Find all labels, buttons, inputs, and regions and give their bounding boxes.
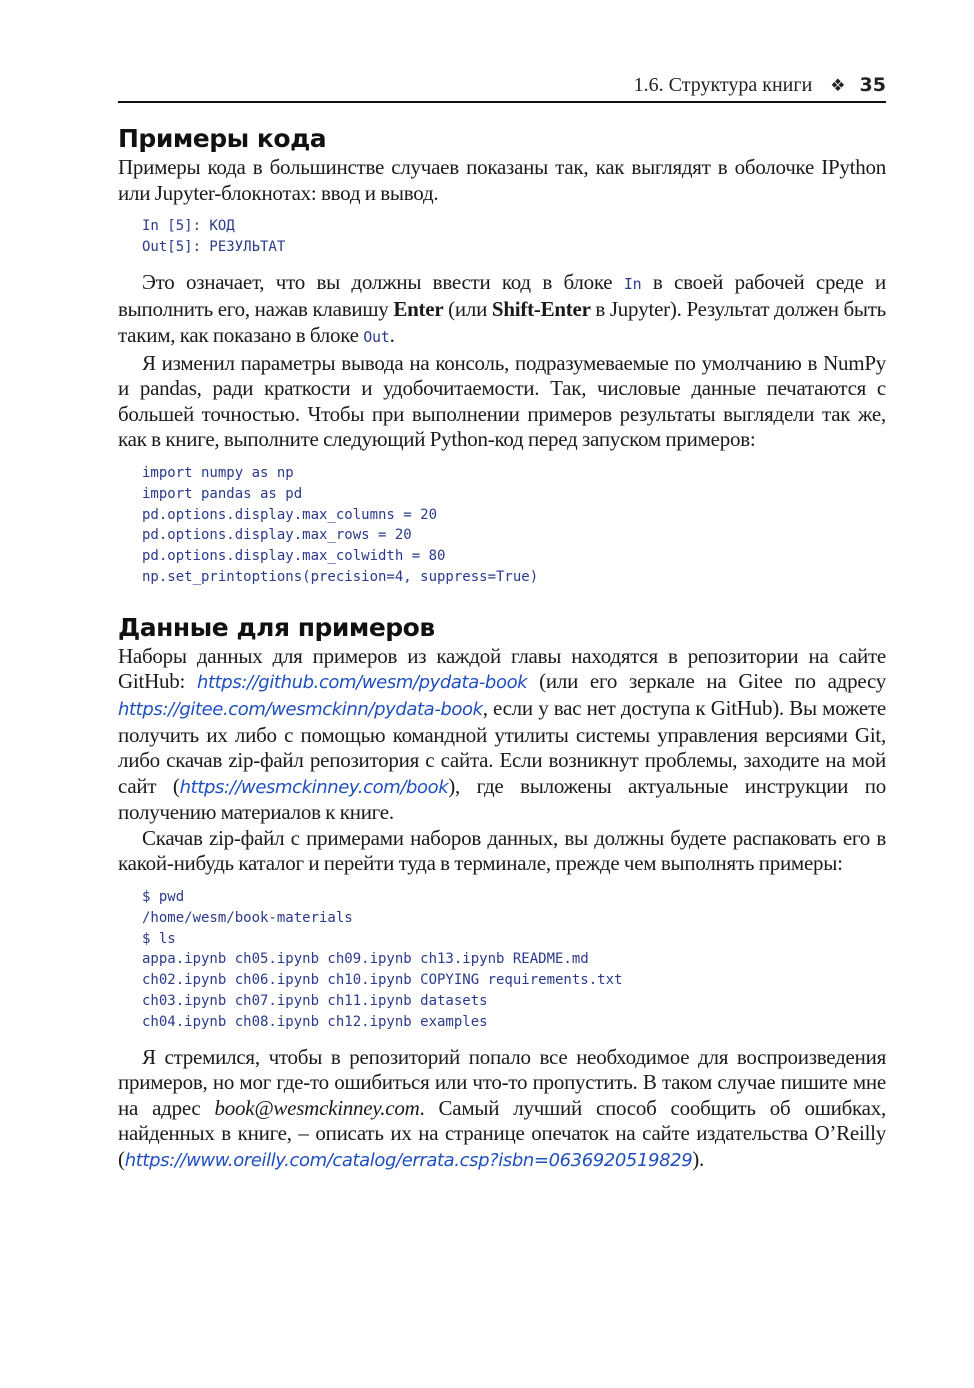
inline-code: Out xyxy=(363,327,390,346)
errata-link[interactable]: https://www.oreilly.com/catalog/errata.csp?isbn=0636920519829 xyxy=(124,1150,693,1172)
paragraph-text: Скачав zip-файл с примерами наборов данных, вы должны будете распаковать его в какой-нибудь каталог и перейти туда в терминале, прежде чем выполнять примеры: xyxy=(118,825,886,876)
code-line: /home/wesm/book-materials xyxy=(142,909,353,926)
text: . xyxy=(389,322,395,347)
key-name: Enter xyxy=(393,297,444,322)
code-line: pd.options.display.max_rows = 20 xyxy=(142,527,412,544)
text: в своей рабочей среде и выполнить его, нажав клавишу xyxy=(118,269,887,322)
paragraph xyxy=(118,1045,886,1174)
paragraph xyxy=(118,644,886,877)
code-line: ch03.ipynb ch07.ipynb ch11.ipynb datasets xyxy=(142,993,488,1010)
header-rule xyxy=(118,0,886,103)
code-line: Out[5]: РЕЗУЛЬТАТ xyxy=(142,238,286,255)
ornament-icon: ❖ xyxy=(830,76,846,95)
text: . Самый лучший способ сообщить об ошибках, найденных в книге, – описать их на странице опечаток на сайте издательства O’Reilly ( xyxy=(118,1095,886,1172)
text: Наборы данных для примеров из каждой главы находятся в репозитории на сайте GitHub: xyxy=(118,643,886,694)
code-block-settings xyxy=(142,463,886,588)
key-name: Shift-Enter xyxy=(491,297,591,322)
github-link[interactable]: https://github.com/wesm/pydata-book xyxy=(196,672,528,694)
code-line: pd.options.display.max_columns = 20 xyxy=(142,506,438,523)
code-line: $ ls xyxy=(142,930,176,947)
email-address[interactable]: book@wesmckinney.com xyxy=(214,1095,420,1120)
code-line: ch04.ipynb ch08.ipynb ch12.ipynb examples xyxy=(142,1013,488,1030)
website-link[interactable]: https://wesmckinney.com/book xyxy=(179,776,449,798)
text: Это означает, что вы должны ввести код в блоке xyxy=(142,269,624,294)
code-line: import pandas as pd xyxy=(142,485,303,502)
code-line: np.set_printoptions(precision=4, suppress=True) xyxy=(142,568,539,585)
book-page xyxy=(118,0,886,1214)
code-line: $ pwd xyxy=(142,889,185,906)
paragraph-text: Я изменил параметры вывода на консоль, подразумеваемые по умолчанию в NumPy и pandas, ради краткости и удобочитаемости. Так, числовые данные печатаются с большей точностью. Чтобы при выполнении примеров результаты выглядели так же, как в книге, выполните следующий Python-код перед запуском примеров: xyxy=(118,350,886,452)
paragraph xyxy=(118,270,886,453)
gitee-link[interactable]: https://gitee.com/wesmckinn/pydata-book xyxy=(118,698,483,720)
code-line: import numpy as np xyxy=(142,464,294,481)
code-line: ch02.ipynb ch06.ipynb ch10.ipynb COPYING requirements.txt xyxy=(142,972,623,989)
text: (или xyxy=(443,297,492,322)
code-line: appa.ipynb ch05.ipynb ch09.ipynb ch13.ipynb README.md xyxy=(142,951,589,968)
text: (или его зеркале на Gitee по адресу xyxy=(527,669,886,694)
code-line: In [5]: КОД xyxy=(142,218,235,235)
heading-code-examples: Примеры кода xyxy=(118,124,327,153)
text: ). xyxy=(692,1147,704,1172)
text: , если у вас нет доступа к GitHub). Вы можете получить их либо с помощью командной утилиты системы управления версиями Git, либо скачав zip-файл репозитория с сайта. Если возникнут проблемы, заходите на мой сайт ( xyxy=(118,695,886,798)
paragraph xyxy=(118,155,886,206)
page-number: 35 xyxy=(859,74,886,96)
text: ), где выложены актуальные инструкции по получению материалов к книге. xyxy=(118,773,886,825)
code-line: pd.options.display.max_colwidth = 80 xyxy=(142,548,446,565)
inline-code: In xyxy=(623,274,642,293)
section-title: 1.6. Структура книги xyxy=(633,74,813,96)
text: в Jupyter). Результат должен быть таким, как показано в блоке xyxy=(118,297,887,347)
code-block-io xyxy=(142,216,886,258)
text: Я стремился, чтобы в репозиторий попало все необходимое для воспроизведения примеров, но мог где-то ошибиться или что-то пропустить. В таком случае пишите мне на адрес xyxy=(118,1044,886,1120)
heading-example-data: Данные для примеров xyxy=(118,612,435,642)
code-block-terminal xyxy=(142,887,886,1033)
running-header xyxy=(634,73,886,98)
paragraph-text: Примеры кода в большинстве случаев показаны так, как выглядят в оболочке IPython или Jupyter-блокнотах: ввод и вывод. xyxy=(118,155,886,205)
